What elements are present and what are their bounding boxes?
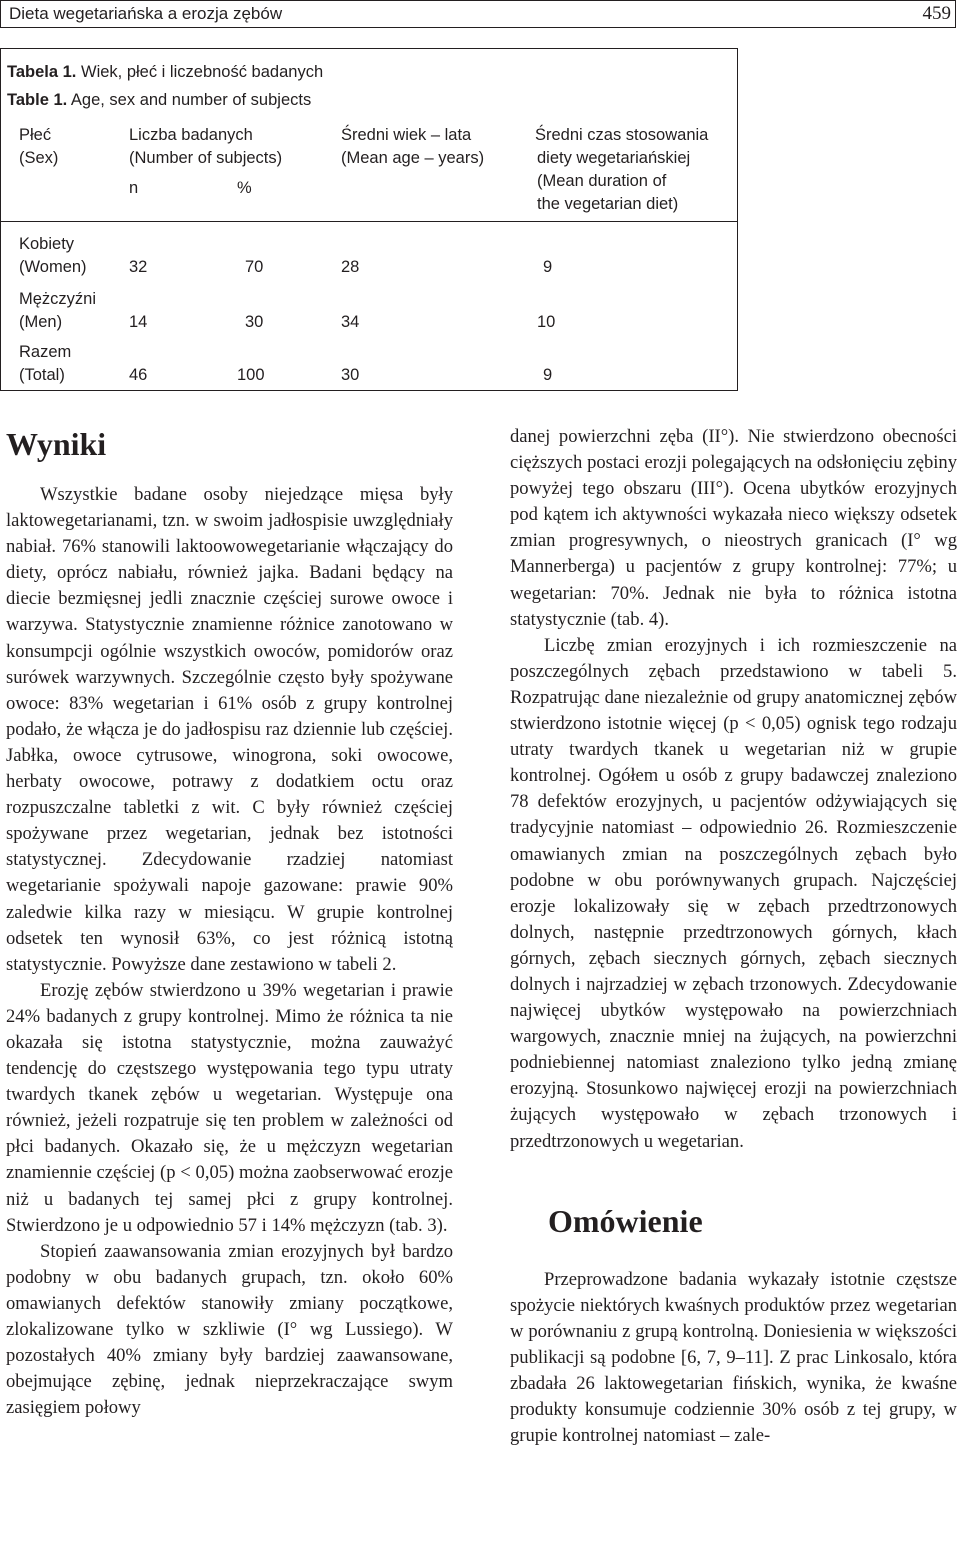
cell-percent: 30 <box>245 313 264 331</box>
cell-duration: 9 <box>543 258 553 276</box>
header-duration-2: diety wegetariańskiej <box>537 149 691 167</box>
caption-pl-text: Wiek, płeć i liczebność badanych <box>81 63 324 81</box>
cell-age: 30 <box>341 366 360 384</box>
paragraph: Stopień zaawansowania zmian erozyjnych był bardzo podobny w obu badanych grupach, tzn. około 60% omawianych defektów stanowiły zmiany początkowe, zlokalizowane tylko w szkliwie (I° wg Lussiego). W pozostałych 40% zmiany były bardziej zaawansowane, obejmujące zębinę, jednak nieprzekraczające swym zasięgiem połowy <box>6 1240 453 1419</box>
header-duration-3: (Mean duration of <box>537 172 667 190</box>
table-caption-pl <box>7 61 323 84</box>
header-age-pl: Średni wiek – lata <box>341 126 472 144</box>
paragraph: Wszystkie badane osoby niejedzące mięsa były laktowegetarianami, tzn. w swoim jadłospisie uwzględniały nabiał. 76% stanowili laktoowowegetarianie włączający do diety, oprócz nabiału, również jajka. Badani będący na diecie bezmięsnej jedli znacznie częściej surowe owoce i warzywa. Statystycznie znamienne różnice zanotowano w konsumpcji ogólnie wszystkich owoców, pomidorów oraz surówek warzywnych. Szczególnie często były spożywane owoce: 83% wegetarian i 61% osób z grupy kontrolnej podało, że włącza je do jadłospisu raz dziennie lub częściej. Jabłka, owoce cytrusowe, winogrona, soki owocowe, herbaty owocowe, potrawy z dodatkiem octu oraz rozpuszczalne tabletki z wit. C były również częściej spożywane przez wegetarian, jednak bez istotności statystycznej. Zdecydowanie rzadziej natomiast wegetarianie spożywali napoje gazowane: prawie 90% zaledwie kilka razy w miesiącu. W grupie kontrolnej odsetek ten wynosił 63%, co jest różnicą istotną statystycznie. Powyższe dane zestawiono w tabeli 2. <box>6 484 453 975</box>
caption-pl-label: Tabela 1. <box>7 63 77 81</box>
cell-n: 46 <box>129 366 148 384</box>
header-n: n <box>129 179 139 197</box>
header-age-en: (Mean age – years) <box>341 149 485 167</box>
cell-n: 14 <box>129 313 148 331</box>
paragraph: Przeprowadzone badania wykazały istotnie częstsze spożycie niektórych kwaśnych produktów przez wegetarian w porównaniu z grupą kontrolną. Doniesienia w większości publikacji są podobne [6, 7, 9–11]. Z prac Linkosalo, która zbadała 26 laktowegetarian fińskich, wynika, że kwaśne produkty konsumuje codziennie 30% osób z tej grupy, w grupie kontrolnej natomiast – zale- <box>510 1268 957 1447</box>
header-number-en: (Number of subjects) <box>129 149 283 167</box>
header-sex-en: (Sex) <box>19 149 59 167</box>
row-label-pl: Razem <box>19 343 72 361</box>
caption-en-label: Table 1. <box>7 91 68 109</box>
table-header-rule <box>1 221 737 222</box>
cell-duration: 9 <box>543 366 553 384</box>
header-number-pl: Liczba badanych <box>129 126 253 144</box>
paragraph: Liczbę zmian erozyjnych i ich rozmieszczenie na poszczególnych zębach przedstawiono w tabeli 5. Rozpatrując dane niezależnie od grupy anatomicznej zębów stwierdzono istotnie więcej (p < 0,05) ognisk tego rodzaju utraty twardych tkanek u wegetarian niż w grupie kontrolnej. Ogółem u osób z grupy badawczej znaleziono 78 defektów erozyjnych, u pacjentów odżywiających się tradycyjnie natomiast – odpowiednio 26. Rozmieszczenie omawianych zmian na poszczególnych zębach było podobne w obu porównywanych grupach. Najczęściej erozje lokalizowały się w zębach przedtrzonowych dolnych, następnie przedtrzonowych górnych, kłach górnych, zębach siecznych górnych, zębach siecznych dolnych i najrzadziej w zębach trzonowych. Zdecydowanie najwięcej ubytków występowało na powierzchniach wargowych, znacznie mniej na żujących, na powierzchni podniebiennej natomiast znaleziono tylko jedną zmianę erozyjną. Stosunkowo najwięcej erozji na powierzchniach żujących występowało w zębach trzonowych i przedtrzonowych u wegetarian. <box>510 634 957 1152</box>
row-label-en: (Men) <box>19 313 63 331</box>
cell-duration: 10 <box>537 313 556 331</box>
right-column <box>510 424 957 1564</box>
cell-n: 32 <box>129 258 148 276</box>
running-head <box>0 0 956 28</box>
paragraph: Erozję zębów stwierdzono u 39% wegetarian i prawie 24% badanych z grupy kontrolnej. Mimo że różnica ta nie okazała się istotna statystycznie, można zauważyć tendencję do częstszego występowania tego typu utraty twardych tkanek zębów u wegetarian. Występuje ona również, jeżeli rozpatruje się ten problem w zależności od płci badanych. Okazało się, że u mężczyzn wegetarian znamiennie częściej (p < 0,05) można zaobserwować erozje niż u badanych tej samej płci z grupy kontrolnej. Stwierdzono je u odpowiednio 57 i 14% mężczyzn (tab. 3). <box>6 979 453 1236</box>
caption-en-text: Age, sex and number of subjects <box>70 91 312 109</box>
cell-percent: 100 <box>237 366 265 384</box>
row-label-pl: Mężczyźni <box>19 290 97 308</box>
page-number: 459 <box>922 3 951 24</box>
row-label-en: (Total) <box>19 366 65 384</box>
table-1 <box>0 48 738 391</box>
paragraph: danej powierzchni zęba (II°). Nie stwierdzono obecności cięższych postaci erozji polegających na odsłonięciu zębiny powyżej tego obszaru (III°). Ocena ubytków erozyjnych pod kątem ich aktywności wykazała nieco większy odsetek zmian progresywnych, o nieostrych granicach (I° wg Mannerberga) u pacjentów z grupy kontrolnej: 77%; u wegetarian: 70%. Jednak nie była to różnica istotna statystycznie (tab. 4). <box>510 426 957 630</box>
header-duration-1: Średni czas stosowania <box>535 126 709 144</box>
section-heading-discussion: Omówienie <box>548 1202 703 1239</box>
cell-age: 34 <box>341 313 360 331</box>
section-heading-results: Wyniki <box>6 426 107 462</box>
left-column <box>6 424 453 1564</box>
header-duration-4: the vegetarian diet) <box>537 195 679 213</box>
header-sex-pl: Płeć <box>19 126 52 144</box>
table-caption-en <box>7 89 311 112</box>
cell-percent: 70 <box>245 258 264 276</box>
header-percent: % <box>237 179 252 197</box>
running-head-title: Dieta wegetariańska a erozja zębów <box>9 4 283 23</box>
cell-age: 28 <box>341 258 360 276</box>
row-label-en: (Women) <box>19 258 87 276</box>
row-label-pl: Kobiety <box>19 235 75 253</box>
